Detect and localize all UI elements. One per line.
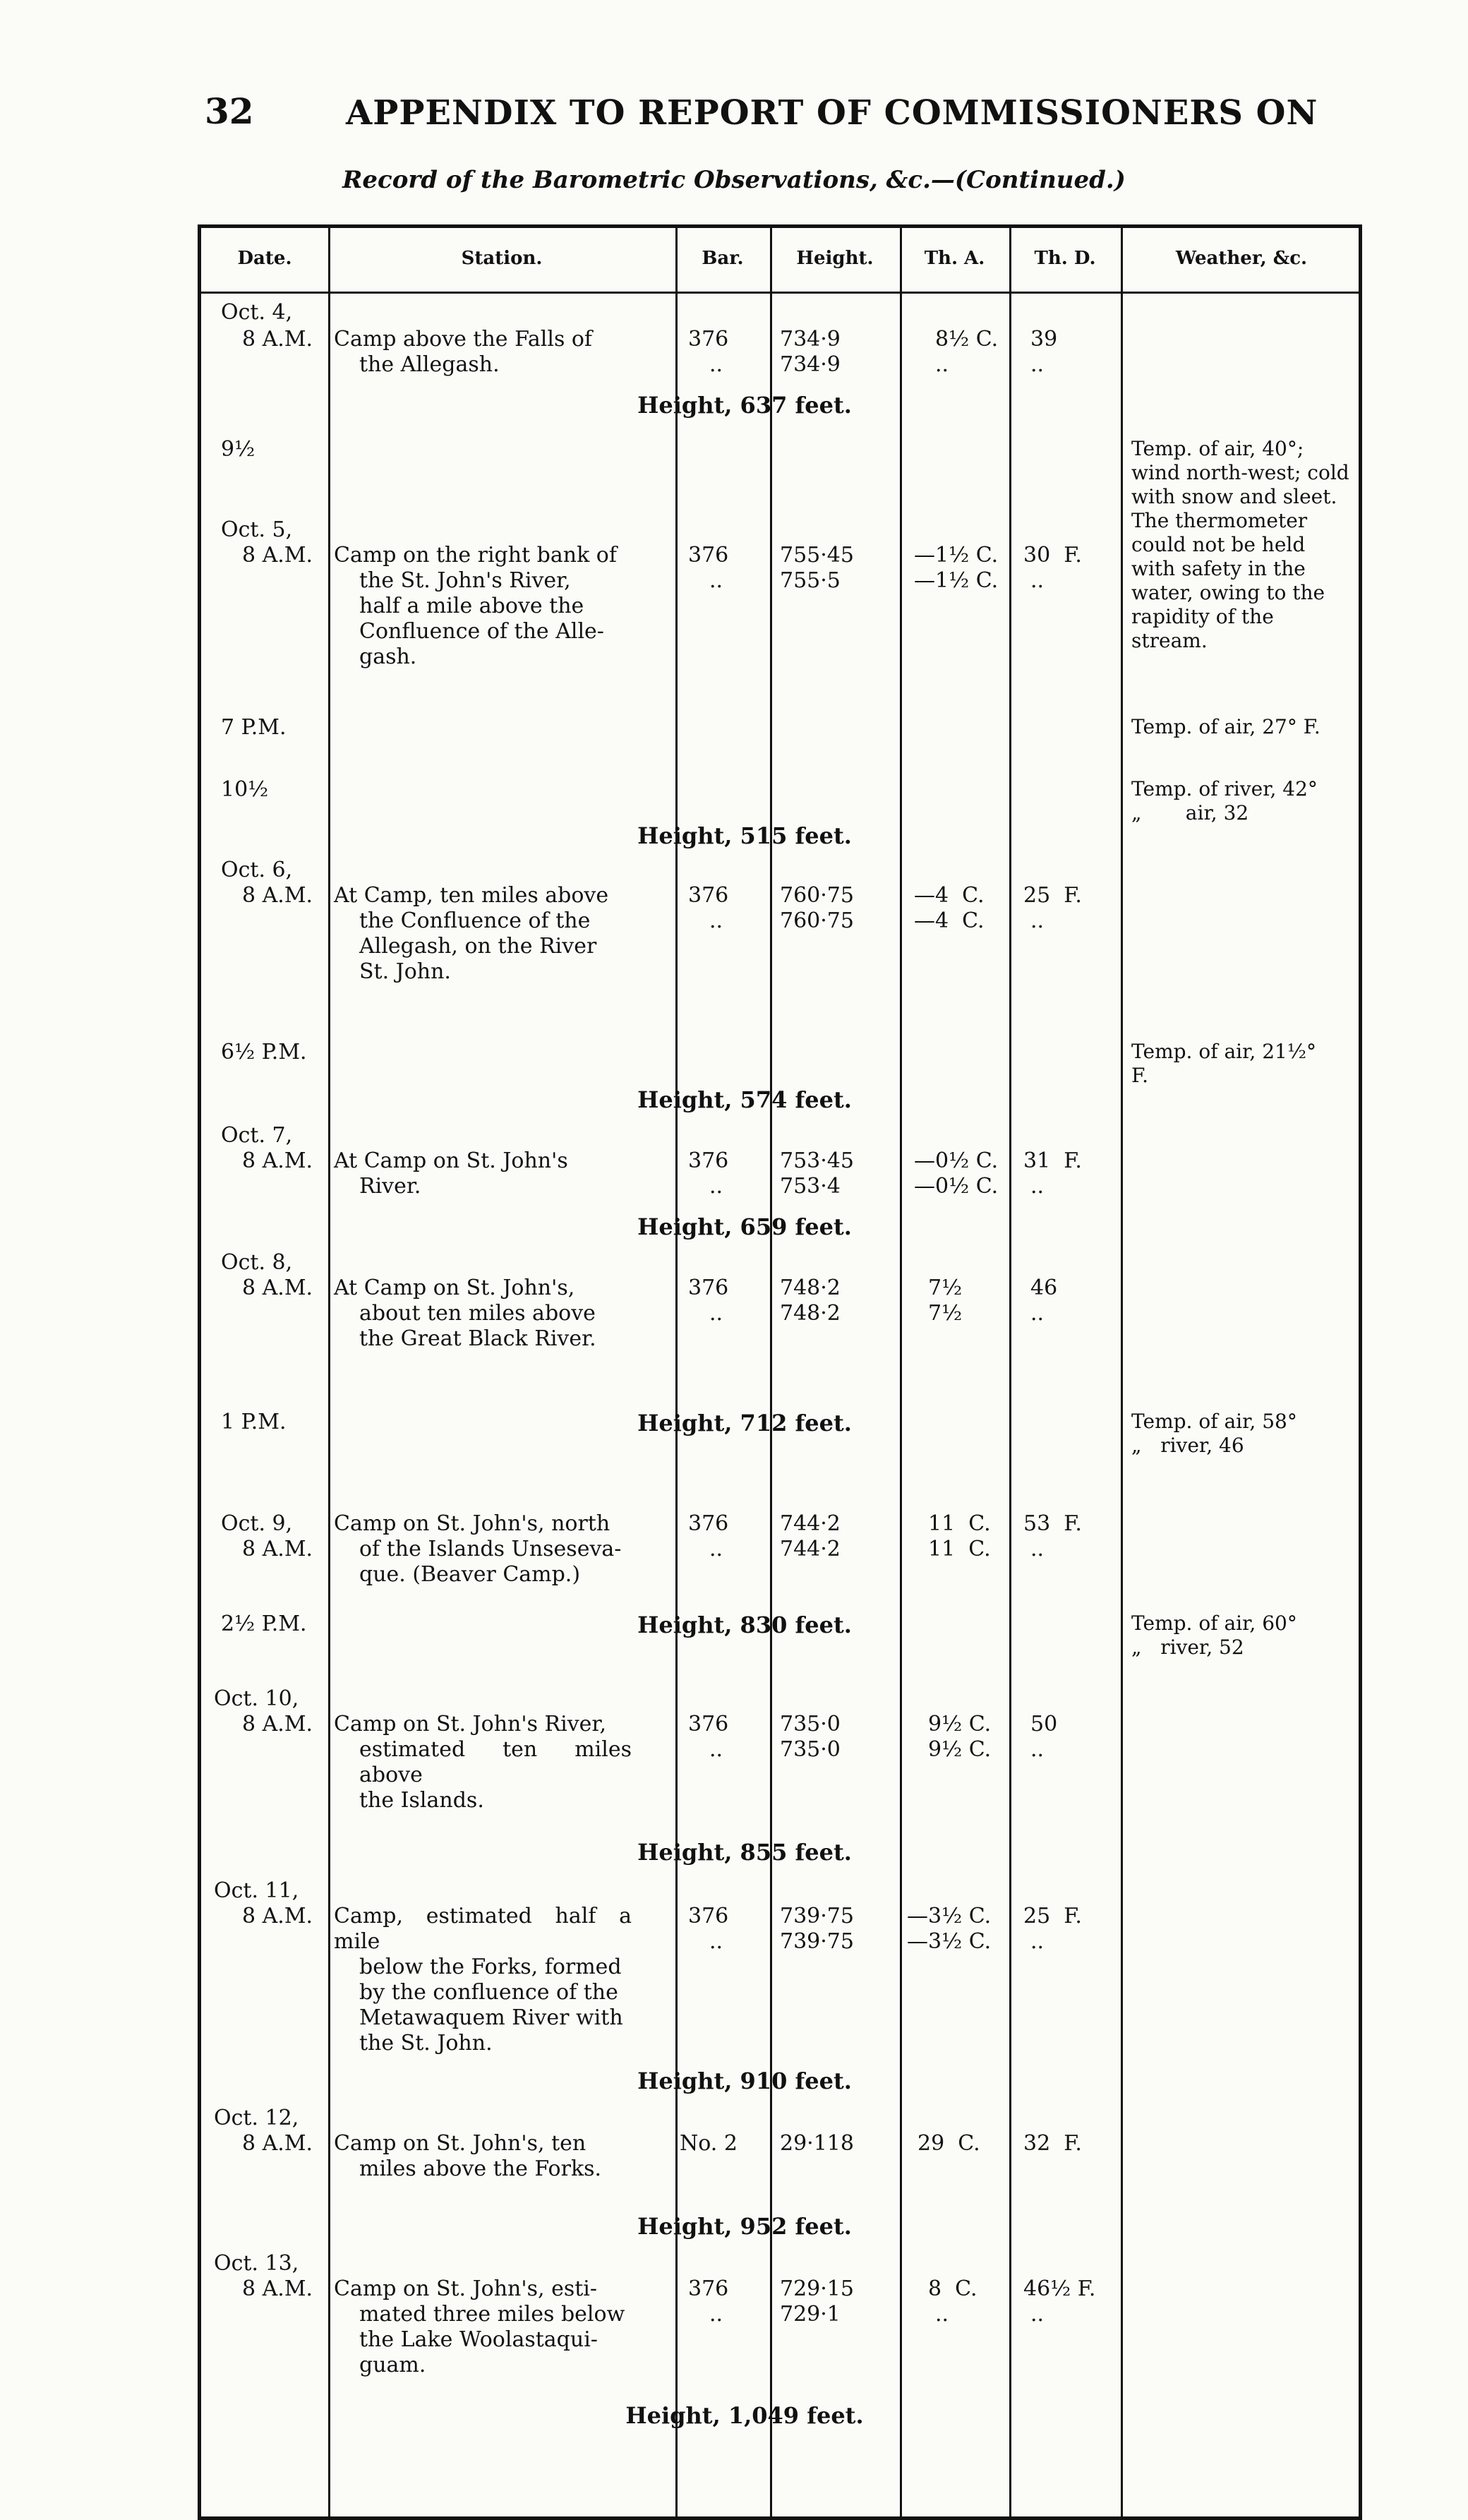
th-d-cell: 46 — [1030, 1276, 1058, 1300]
date-cell: 7 P.M. — [221, 715, 287, 740]
date-cell: 8 A.M. — [242, 2276, 313, 2301]
bar-cell: 376 — [688, 2276, 729, 2301]
bar-cell: 376 — [688, 1511, 729, 1536]
station-line: the Confluence of the — [359, 908, 591, 933]
station-line: At Camp on St. John's, — [334, 1276, 575, 1300]
bar-cell: .. — [709, 1174, 723, 1199]
th-d-cell: 53 F. — [1023, 1511, 1082, 1536]
station-line: At Camp, ten miles above — [334, 883, 609, 908]
station-line: gash. — [359, 644, 417, 669]
height-cell: 735·0 — [780, 1712, 841, 1736]
date-cell: Oct. 8, — [221, 1250, 293, 1275]
station-line: by the confluence of the — [359, 1980, 618, 2005]
col-header-th-a: Th. A. — [924, 248, 985, 269]
th-a-cell: .. — [935, 2302, 949, 2327]
height-cell: 760·75 — [780, 908, 854, 933]
bar-cell: .. — [709, 1537, 723, 1561]
height-note: Height, 855 feet. — [637, 1839, 852, 1866]
th-d-cell: .. — [1030, 1929, 1045, 1954]
station-line: estimated ten miles above — [359, 1737, 632, 1787]
station-cell — [334, 1148, 632, 1199]
weather-note: Temp. of air, 40°; wind north-west; cold with snow and sleet. The thermometer could not be held with safety in the water, owing to the rapidity of the stream. — [1131, 437, 1349, 652]
weather-note: Temp. of air, 60° „ river, 52 — [1131, 1612, 1297, 1659]
bar-cell: .. — [709, 2302, 723, 2327]
station-line: the St. John. — [359, 2031, 493, 2056]
station-cell — [334, 2131, 632, 2182]
station-line: Camp, estimated half a mile — [334, 1904, 632, 1954]
bar-cell: .. — [709, 1737, 723, 1762]
station-line: the St. John's River, — [359, 568, 571, 593]
th-a-cell: —4 C. — [914, 908, 985, 933]
station-line: half a mile above the — [359, 594, 584, 618]
height-note: Height, 712 feet. — [637, 1410, 852, 1436]
bar-cell: 376 — [688, 543, 729, 568]
th-a-cell: 29 C. — [918, 2131, 980, 2156]
th-a-cell: —3½ C. — [907, 1929, 992, 1954]
date-cell: 2½ P.M. — [221, 1612, 307, 1636]
th-d-cell: 50 — [1030, 1712, 1058, 1736]
date-cell: 8 A.M. — [242, 2131, 313, 2156]
bar-cell: 376 — [688, 1276, 729, 1300]
height-cell: 734·9 — [780, 352, 841, 377]
bar-cell: 376 — [688, 883, 729, 908]
station-line: Camp on St. John's, ten — [334, 2131, 586, 2156]
column-rule — [675, 228, 678, 2516]
bar-cell: .. — [709, 568, 723, 593]
header-rule — [201, 292, 1359, 294]
th-d-cell: 30 F. — [1023, 543, 1082, 568]
height-cell: 744·2 — [780, 1511, 841, 1536]
height-cell: 29·118 — [780, 2131, 854, 2156]
station-cell — [334, 2276, 632, 2378]
date-cell: 8 A.M. — [242, 543, 313, 568]
bar-cell: .. — [709, 352, 723, 377]
station-line: the Great Black River. — [359, 1326, 596, 1351]
height-note: Height, 574 feet. — [637, 1086, 852, 1113]
height-cell: 753·4 — [780, 1174, 841, 1199]
col-header-height: Height. — [796, 248, 874, 269]
th-a-cell: 9½ C. — [928, 1712, 992, 1736]
bar-cell: .. — [709, 1929, 723, 1954]
th-d-cell: .. — [1030, 1737, 1045, 1762]
station-line: River. — [359, 1174, 421, 1199]
column-rule — [1121, 228, 1123, 2516]
height-cell: 744·2 — [780, 1537, 841, 1561]
column-rule — [1009, 228, 1011, 2516]
height-cell: 739·75 — [780, 1929, 854, 1954]
station-line: the Allegash. — [359, 352, 500, 377]
station-cell — [334, 883, 632, 985]
bar-cell: 376 — [688, 1148, 729, 1173]
station-cell — [334, 327, 632, 378]
height-note: Height, 952 feet. — [637, 2213, 852, 2240]
th-a-cell: 11 C. — [928, 1511, 991, 1536]
weather-note: Temp. of river, 42° „ air, 32 — [1131, 777, 1318, 824]
height-note: Height, 515 feet. — [637, 822, 852, 849]
height-note: Height, 1,049 feet. — [625, 2402, 864, 2429]
bar-cell: 376 — [688, 327, 729, 352]
height-note: Height, 910 feet. — [637, 2068, 852, 2094]
height-cell: 755·5 — [780, 568, 841, 593]
height-note: Height, 659 feet. — [637, 1213, 852, 1240]
station-line: Camp on St. John's, esti- — [334, 2276, 598, 2301]
th-a-cell: —0½ C. — [914, 1148, 999, 1173]
th-d-cell: .. — [1030, 2302, 1045, 2327]
th-a-cell: 9½ C. — [928, 1737, 992, 1762]
th-a-cell: —0½ C. — [914, 1174, 999, 1199]
date-cell: Oct. 5, — [221, 517, 293, 542]
height-cell: 735·0 — [780, 1737, 841, 1762]
station-line: Confluence of the Alle- — [359, 619, 604, 644]
weather-note: Temp. of air, 21½° F. — [1131, 1040, 1316, 1087]
date-cell: 8 A.M. — [242, 1712, 313, 1736]
height-cell: 748·2 — [780, 1301, 841, 1326]
col-header-th-d: Th. D. — [1034, 248, 1096, 269]
th-d-cell: 31 F. — [1023, 1148, 1082, 1173]
station-cell — [334, 543, 632, 670]
observations-table — [198, 224, 1362, 2520]
date-cell: Oct. 6, — [221, 858, 293, 882]
col-header-date: Date. — [237, 248, 292, 269]
station-line: of the Islands Unseseva- — [359, 1537, 622, 1561]
date-cell: Oct. 7, — [221, 1123, 293, 1148]
weather-note: Temp. of air, 58° „ river, 46 — [1131, 1410, 1297, 1457]
station-line: Camp on St. John's River, — [334, 1712, 607, 1736]
height-cell: 729·1 — [780, 2302, 841, 2327]
date-cell: Oct. 9, — [221, 1511, 293, 1536]
th-d-cell: .. — [1030, 1174, 1045, 1199]
th-d-cell: .. — [1030, 908, 1045, 933]
height-cell: 760·75 — [780, 883, 854, 908]
station-line: Allegash, on the River — [359, 934, 597, 959]
height-cell: 729·15 — [780, 2276, 854, 2301]
date-cell: 1 P.M. — [221, 1410, 287, 1434]
station-line: Camp on the right bank of — [334, 543, 617, 568]
date-cell: 8 A.M. — [242, 327, 313, 352]
station-line: mated three miles below — [359, 2302, 625, 2327]
th-d-cell: 46½ F. — [1023, 2276, 1096, 2301]
th-d-cell: .. — [1030, 1301, 1045, 1326]
th-d-cell: .. — [1030, 352, 1045, 377]
th-a-cell: 8 C. — [928, 2276, 977, 2301]
bar-cell: 376 — [688, 1712, 729, 1736]
station-line: guam. — [359, 2353, 426, 2377]
date-cell: Oct. 12, — [214, 2106, 299, 2130]
table-caption: Record of the Barometric Observations, &c.—(Continued.) — [342, 166, 1126, 194]
station-line: St. John. — [359, 959, 451, 984]
date-cell: 9½ — [221, 437, 255, 462]
th-d-cell: 32 F. — [1023, 2131, 1082, 2156]
height-cell: 734·9 — [780, 327, 841, 352]
date-cell: Oct. 4, — [221, 300, 293, 325]
height-cell: 753·45 — [780, 1148, 854, 1173]
bar-cell: No. 2 — [680, 2131, 738, 2156]
date-cell: 8 A.M. — [242, 1148, 313, 1173]
th-a-cell: 11 C. — [928, 1537, 991, 1561]
date-cell: 8 A.M. — [242, 883, 313, 908]
th-d-cell: 25 F. — [1023, 883, 1082, 908]
bar-cell: .. — [709, 908, 723, 933]
date-cell: Oct. 11, — [214, 1878, 299, 1903]
date-cell: 8 A.M. — [242, 1537, 313, 1561]
date-cell: 10½ — [221, 777, 269, 802]
th-d-cell: 25 F. — [1023, 1904, 1082, 1928]
th-a-cell: —1½ C. — [914, 568, 999, 593]
th-d-cell: .. — [1030, 568, 1045, 593]
station-line: Camp above the Falls of — [334, 327, 593, 352]
column-rule — [770, 228, 772, 2516]
height-cell: 748·2 — [780, 1276, 841, 1300]
date-cell: Oct. 13, — [214, 2251, 299, 2276]
bar-cell: .. — [709, 1301, 723, 1326]
th-a-cell: 7½ — [928, 1276, 963, 1300]
bar-cell: 376 — [688, 1904, 729, 1928]
height-note: Height, 637 feet. — [637, 392, 852, 419]
th-d-cell: 39 — [1030, 327, 1058, 352]
col-header-station: Station. — [461, 248, 543, 269]
th-a-cell: .. — [935, 352, 949, 377]
station-cell — [334, 1904, 632, 2056]
station-line: miles above the Forks. — [359, 2156, 602, 2181]
station-line: about ten miles above — [359, 1301, 596, 1326]
station-line: que. (Beaver Camp.) — [359, 1562, 581, 1587]
station-line: Metawaquem River with — [359, 2005, 623, 2030]
page-title: APPENDIX TO REPORT OF COMMISSIONERS ON — [346, 93, 1318, 133]
height-note: Height, 830 feet. — [637, 1612, 852, 1638]
th-a-cell: 8½ C. — [935, 327, 999, 352]
page-number: 32 — [205, 90, 254, 132]
th-d-cell: .. — [1030, 1537, 1045, 1561]
height-cell: 755·45 — [780, 543, 854, 568]
station-cell — [334, 1511, 632, 1588]
col-header-weather: Weather, &c. — [1175, 248, 1308, 269]
date-cell: Oct. 10, — [214, 1686, 299, 1711]
station-line: Camp on St. John's, north — [334, 1511, 610, 1536]
station-line: the Lake Woolastaqui- — [359, 2327, 598, 2352]
station-cell — [334, 1276, 632, 1352]
date-cell: 8 A.M. — [242, 1276, 313, 1300]
station-line: below the Forks, formed — [359, 1955, 622, 1979]
column-rule — [328, 228, 330, 2516]
weather-note: Temp. of air, 27° F. — [1131, 715, 1320, 738]
station-line: the Islands. — [359, 1788, 484, 1813]
th-a-cell: —3½ C. — [907, 1904, 992, 1928]
station-cell — [334, 1712, 632, 1813]
col-header-bar: Bar. — [702, 248, 744, 269]
station-line: At Camp on St. John's — [334, 1148, 568, 1173]
column-rule — [900, 228, 902, 2516]
th-a-cell: —4 C. — [914, 883, 985, 908]
th-a-cell: 7½ — [928, 1301, 963, 1326]
date-cell: 8 A.M. — [242, 1904, 313, 1928]
height-cell: 739·75 — [780, 1904, 854, 1928]
th-a-cell: —1½ C. — [914, 543, 999, 568]
date-cell: 6½ P.M. — [221, 1040, 307, 1064]
